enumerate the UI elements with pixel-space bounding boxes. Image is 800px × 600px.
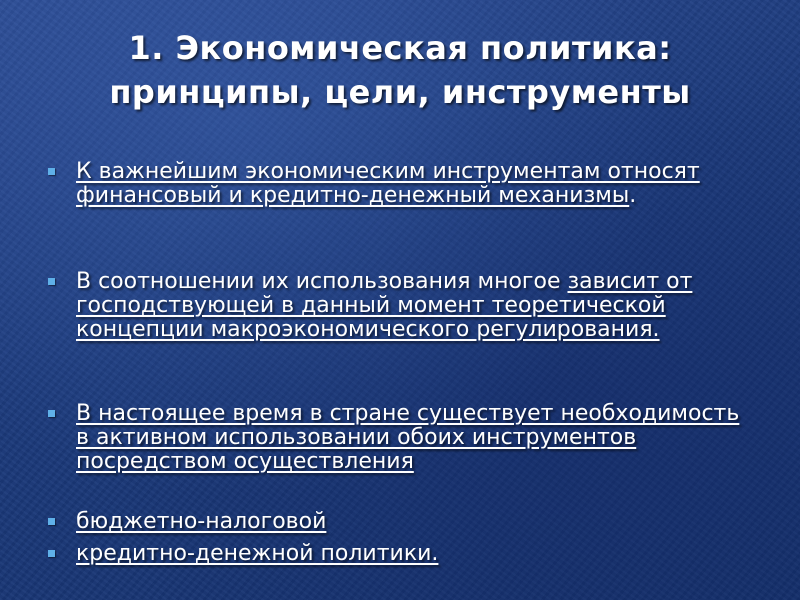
bullet-underlined-text: К важнейшим экономическим инструментам относят финансовый и кредитно-денежный механизмы	[76, 159, 700, 208]
bullet-underlined-text: В настоящее время в стране существует необходимость в активном использовании обоих инструментов посредством осуществления	[76, 401, 740, 474]
bullet-underlined-text: бюджетно-налоговой	[76, 509, 327, 534]
title-line-2: принципы, цели, инструменты	[109, 73, 691, 111]
bullet-text	[76, 542, 748, 566]
bullet-square-icon	[48, 168, 55, 175]
bullet-square-icon	[48, 278, 55, 285]
bullet-square-icon	[48, 410, 55, 417]
bullet-plain-text: В соотношении их использования многое	[76, 269, 568, 294]
bullet-text	[76, 160, 748, 208]
bullet-square-icon	[48, 518, 55, 525]
bullet-underlined-text: зависит от господствующей в данный момент теоретической концепции макроэкономического регулирования.	[76, 269, 693, 342]
bullet-text	[76, 270, 748, 342]
slide-title	[40, 26, 760, 114]
bullet-square-icon	[48, 550, 55, 557]
bullet-plain-text: .	[629, 183, 637, 208]
title-line-1: 1. Экономическая политика:	[128, 29, 672, 67]
bullet-text	[76, 402, 748, 474]
bullet-text	[76, 510, 748, 534]
bullet-underlined-text: кредитно-денежной политики.	[76, 541, 439, 566]
